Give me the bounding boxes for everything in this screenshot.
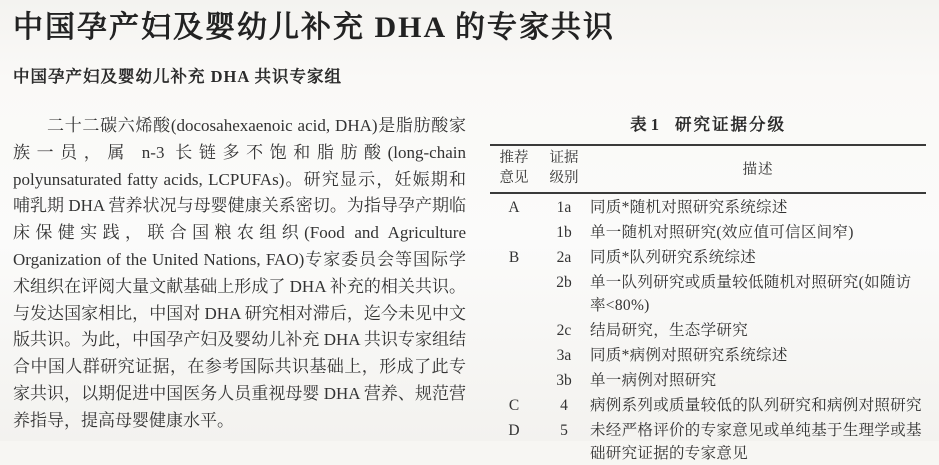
level-cell: 2c <box>556 322 572 339</box>
level-cell: 2b <box>556 274 572 291</box>
desc-cell: 单一队列研究或质量较低随机对照研究(如随访率<80%) <box>590 274 912 314</box>
level-cell: 4 <box>560 397 568 414</box>
desc-cell: 结局研究，生态学研究 <box>590 322 749 339</box>
desc-cell: 单一随机对照研究(效应值可信区间窄) <box>590 224 854 241</box>
desc-cell: 同质*队列研究系统综述 <box>590 249 757 266</box>
table-caption-label: 表 1 <box>630 115 659 134</box>
header-recommendation: 推荐 意见 <box>499 150 529 186</box>
desc-cell: 同质*随机对照研究系统综述 <box>590 199 788 216</box>
table-row <box>490 194 926 219</box>
grade-cell <box>490 344 538 367</box>
grade-cell: B <box>508 249 520 266</box>
level-cell: 2a <box>556 249 572 266</box>
left-text-column <box>13 107 466 441</box>
article-byline: 中国孕产妇及婴幼儿补充 DHA 共识专家组 <box>13 67 343 86</box>
evidence-grading-table <box>490 144 926 465</box>
grade-cell <box>490 221 538 244</box>
table-header-row <box>490 146 926 194</box>
table-row <box>490 342 926 367</box>
grade-cell <box>490 369 538 392</box>
level-cell: 1b <box>556 224 572 241</box>
table-row <box>490 367 926 392</box>
table-row <box>490 244 926 269</box>
two-column-body <box>13 107 926 462</box>
table-row <box>490 417 926 465</box>
desc-cell: 病例系列或质量较低的队列研究和病例对照研究 <box>590 397 922 414</box>
grade-cell <box>490 271 538 317</box>
table-caption-title: 研究证据分级 <box>674 115 786 134</box>
grade-cell <box>490 319 538 342</box>
desc-cell: 未经严格评价的专家意见或单纯基于生理学或基础研究证据的专家意见 <box>590 422 922 462</box>
desc-cell: 同质*病例对照研究系统综述 <box>590 347 788 364</box>
table-caption <box>490 111 926 135</box>
level-cell: 5 <box>560 422 568 439</box>
header-evidence-level: 证据 级别 <box>549 150 579 186</box>
header-description: 描述 <box>742 162 774 178</box>
level-cell: 3a <box>556 347 572 364</box>
table-row <box>490 317 926 342</box>
desc-cell: 单一病例对照研究 <box>590 372 717 389</box>
article-title: 中国孕产妇及婴幼儿补充 DHA 的专家共识 <box>13 11 616 44</box>
level-cell: 3b <box>556 372 572 389</box>
level-cell: 1a <box>556 199 572 216</box>
intro-paragraph: 二十二碳六烯酸(docosahexaenoic acid, DHA)是脂肪酸家族一员，属 n-3 长链多不饱和脂肪酸(long-chain polyunsaturated fatty acids, LCPUFAs)。研究显示，妊娠期和哺乳期 DHA 营养状况与母婴健康关系密切。为指导孕产期临床保健实践，联合国粮农组织(Food and Agriculture Organization of the United Nations, FAO)专家委员会等国际学术组织在评阅大量文献基础上形成了 DHA 补充的相关共识。与发达国家相比，中国对 DHA 研究相对滞后，迄今未见中文版共识。为此，中国孕产妇及婴幼儿补充 DHA 共识专家组结合中国人群研究证据，在参考国际共识基础上，形成了此专家共识，以期促进中国医务人员重视母婴 DHA 营养、规范营养指导，提高母婴健康水平。 <box>13 116 466 430</box>
table-row <box>490 219 926 244</box>
right-table-column <box>490 107 926 462</box>
grade-cell: D <box>508 422 520 439</box>
table-row <box>490 269 926 317</box>
table-row <box>490 392 926 417</box>
grade-cell: A <box>508 199 520 216</box>
grade-cell: C <box>508 397 520 414</box>
